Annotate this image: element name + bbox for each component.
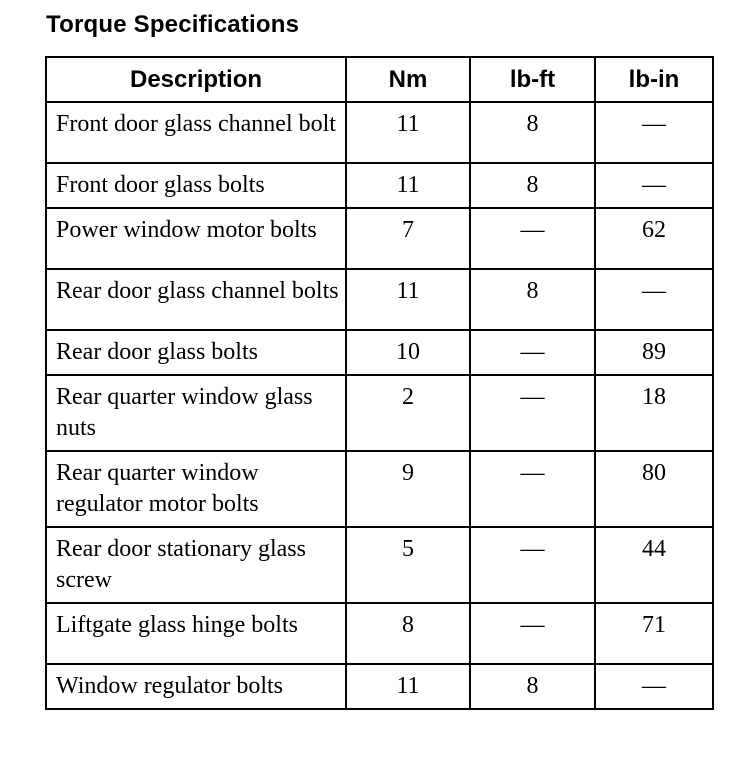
column-header-lb-in: lb-in [595,57,713,102]
lb-ft-cell: — [470,603,595,664]
table-row [46,102,713,163]
nm-cell: 11 [346,102,470,163]
table-row [46,208,713,269]
lb-in-cell: 62 [595,208,713,269]
description-cell: Rear door stationary glass screw [46,527,346,603]
table-header-row [46,57,713,102]
nm-cell: 11 [346,269,470,330]
column-header-description: Description [46,57,346,102]
description-cell: Window regulator bolts [46,664,346,709]
lb-ft-cell: — [470,330,595,375]
table-row [46,664,713,709]
description-cell: Front door glass bolts [46,163,346,208]
lb-in-cell: 80 [595,451,713,527]
lb-ft-cell: 8 [470,664,595,709]
table-row [46,451,713,527]
description-cell: Front door glass channel bolt [46,102,346,163]
lb-ft-cell: 8 [470,163,595,208]
lb-in-cell: — [595,664,713,709]
lb-in-cell: 89 [595,330,713,375]
page-title: Torque Specifications [46,11,300,38]
table-row [46,375,713,451]
nm-cell: 10 [346,330,470,375]
lb-in-cell: 71 [595,603,713,664]
lb-in-cell: 44 [595,527,713,603]
description-cell: Rear door glass bolts [46,330,346,375]
nm-cell: 11 [346,163,470,208]
lb-ft-cell: — [470,375,595,451]
lb-in-cell: 18 [595,375,713,451]
nm-cell: 7 [346,208,470,269]
lb-ft-cell: — [470,527,595,603]
lb-ft-cell: 8 [470,102,595,163]
table-row [46,163,713,208]
table-row [46,330,713,375]
nm-cell: 11 [346,664,470,709]
nm-cell: 8 [346,603,470,664]
nm-cell: 5 [346,527,470,603]
torque-specifications-table [45,56,714,710]
lb-ft-cell: 8 [470,269,595,330]
nm-cell: 9 [346,451,470,527]
description-cell: Liftgate glass hinge bolts [46,603,346,664]
lb-in-cell: — [595,163,713,208]
lb-ft-cell: — [470,208,595,269]
column-header-nm: Nm [346,57,470,102]
table-row [46,527,713,603]
table-row [46,269,713,330]
column-header-lb-ft: lb-ft [470,57,595,102]
lb-ft-cell: — [470,451,595,527]
nm-cell: 2 [346,375,470,451]
description-cell: Rear quarter window glass nuts [46,375,346,451]
description-cell: Power window motor bolts [46,208,346,269]
lb-in-cell: — [595,269,713,330]
table-row [46,603,713,664]
description-cell: Rear quarter window regulator motor bolts [46,451,346,527]
description-cell: Rear door glass channel bolts [46,269,346,330]
lb-in-cell: — [595,102,713,163]
